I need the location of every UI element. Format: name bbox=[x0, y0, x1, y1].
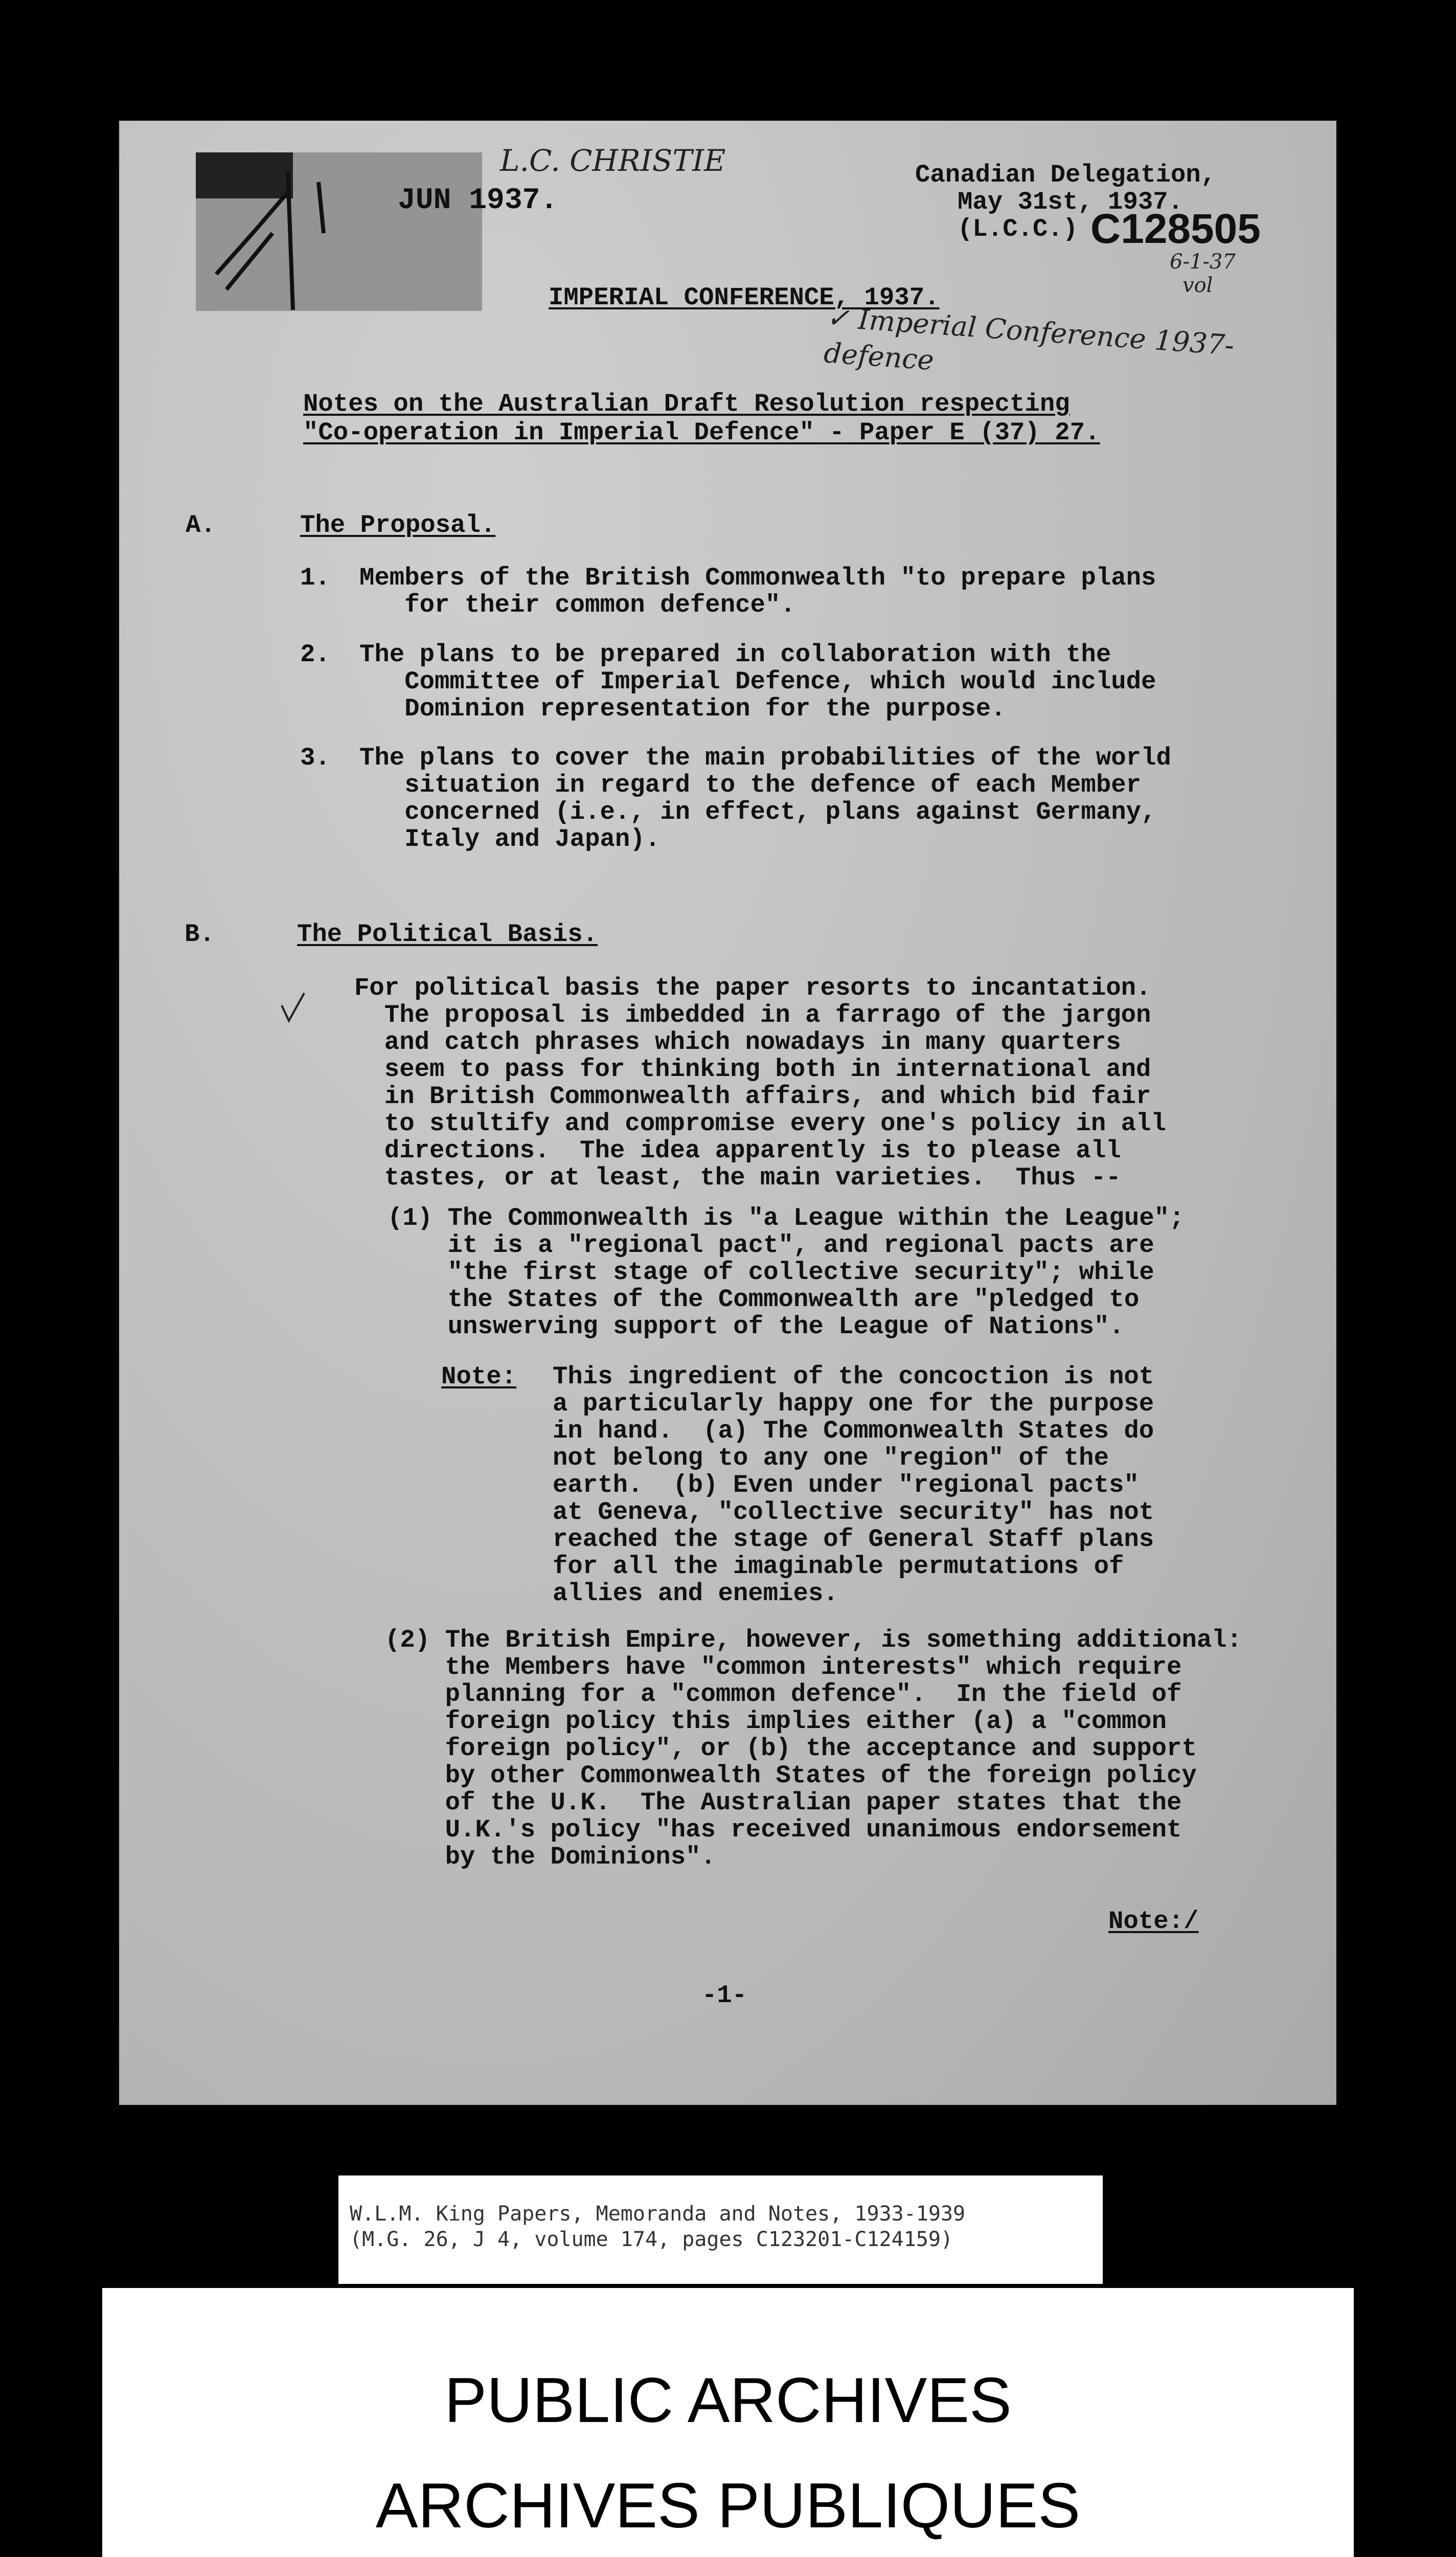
section-b-letter: B. bbox=[185, 920, 215, 949]
checkmark-icon bbox=[278, 990, 308, 1026]
archives-line-english: PUBLIC ARCHIVES bbox=[444, 2365, 1012, 2436]
section-a-title: The Proposal. bbox=[300, 511, 496, 540]
document-number-stamp: C128505 bbox=[1090, 206, 1261, 252]
handwritten-ref: 6-1-37 bbox=[1170, 250, 1236, 274]
continuation-note: Note:/ bbox=[1108, 1907, 1199, 1936]
proposal-item-text: The plans to be prepared in collaboration with the Committee of Imperial Defence, which would include Dominion representation for the purpose. bbox=[359, 640, 1156, 723]
handwritten-vol: vol bbox=[1182, 274, 1213, 297]
initials-line: (L.C.C.) bbox=[958, 215, 1078, 243]
handwritten-name: L.C. CHRISTIE bbox=[500, 143, 726, 178]
caption-line-1: W.L.M. King Papers, Memoranda and Notes, 1933-1939 bbox=[350, 2202, 966, 2226]
caption-label bbox=[338, 2175, 1103, 2284]
proposal-item-number: 2. bbox=[300, 640, 330, 669]
date-stamp: JUN 1937. bbox=[398, 184, 558, 217]
section-a-letter: A. bbox=[186, 511, 216, 540]
date-line: May 31st, 1937. bbox=[958, 188, 1184, 216]
archives-line-french: ARCHIVES PUBLIQUES bbox=[375, 2471, 1081, 2541]
proposal-item-text: Members of the British Commonwealth "to prepare plans for their common defence". bbox=[359, 564, 1156, 619]
proposal-item-number: 3. bbox=[300, 744, 330, 772]
subheading-line-1: Notes on the Australian Draft Resolution respecting bbox=[303, 390, 1070, 418]
point-2-text: (2) The British Empire, however, is something additional: the Members have "common interests" which require planning for a "common defence". In the field of foreign policy this implies either (a) a "common foreign policy", or (b) the acceptance and support by other Commonwealth States of the foreign policy of the U.K. The Australian paper states that the U.K.'s policy "has received unanimous endorsement by the Dominions". bbox=[385, 1626, 1242, 1871]
archives-card bbox=[102, 2288, 1354, 2557]
section-b-title: The Political Basis. bbox=[297, 920, 598, 949]
page-number: -1- bbox=[702, 1981, 747, 2010]
political-basis-intro: For political basis the paper resorts to incantation. The proposal is imbedded in a farrago of the jargon and catch phrases which nowadays in many quarters seem to pass for thinking both in international and in British Commonwealth affairs, and which bid fair to stultify and compromise every one's policy in all directions. The idea apparently is to please all tastes, or at least, the main varieties. Thus -- bbox=[354, 974, 1166, 1192]
conference-heading: IMPERIAL CONFERENCE, 1937. bbox=[549, 283, 940, 312]
note-text: This ingredient of the concoction is not a particularly happy one for the purpose in hand. (a) The Commonwealth States do not belong to any one "region" of the earth. (b) Even under "regional pacts" at Geneva, "collective security" has not reached the stage of General Staff plans for all the imaginable permutations of allies and enemies. bbox=[553, 1362, 1154, 1608]
point-1-text: (1) The Commonwealth is "a League within the League"; it is a "regional pact", and regional pacts are "the first stage of collective security"; while the States of the Commonwealth are "pledged to unswerving support of the League of Nations". bbox=[388, 1204, 1185, 1341]
delegation-line: Canadian Delegation, bbox=[915, 161, 1216, 189]
document-page bbox=[119, 121, 1336, 2105]
subheading-line-2: "Co-operation in Imperial Defence" - Paper E (37) 27. bbox=[303, 418, 1100, 447]
caption-line-2: (M.G. 26, J 4, volume 174, pages C123201-C124159) bbox=[350, 2228, 953, 2251]
note-label: Note: bbox=[441, 1362, 517, 1391]
proposal-item-number: 1. bbox=[300, 564, 330, 592]
handwritten-file-note: ✓ Imperial Conference 1937- defence bbox=[823, 301, 1236, 377]
proposal-item-text: The plans to cover the main probabilities of the world situation in regard to the defence of each Member concerned (i.e., in effect, plans against Germany, Italy and Japan). bbox=[359, 744, 1171, 854]
